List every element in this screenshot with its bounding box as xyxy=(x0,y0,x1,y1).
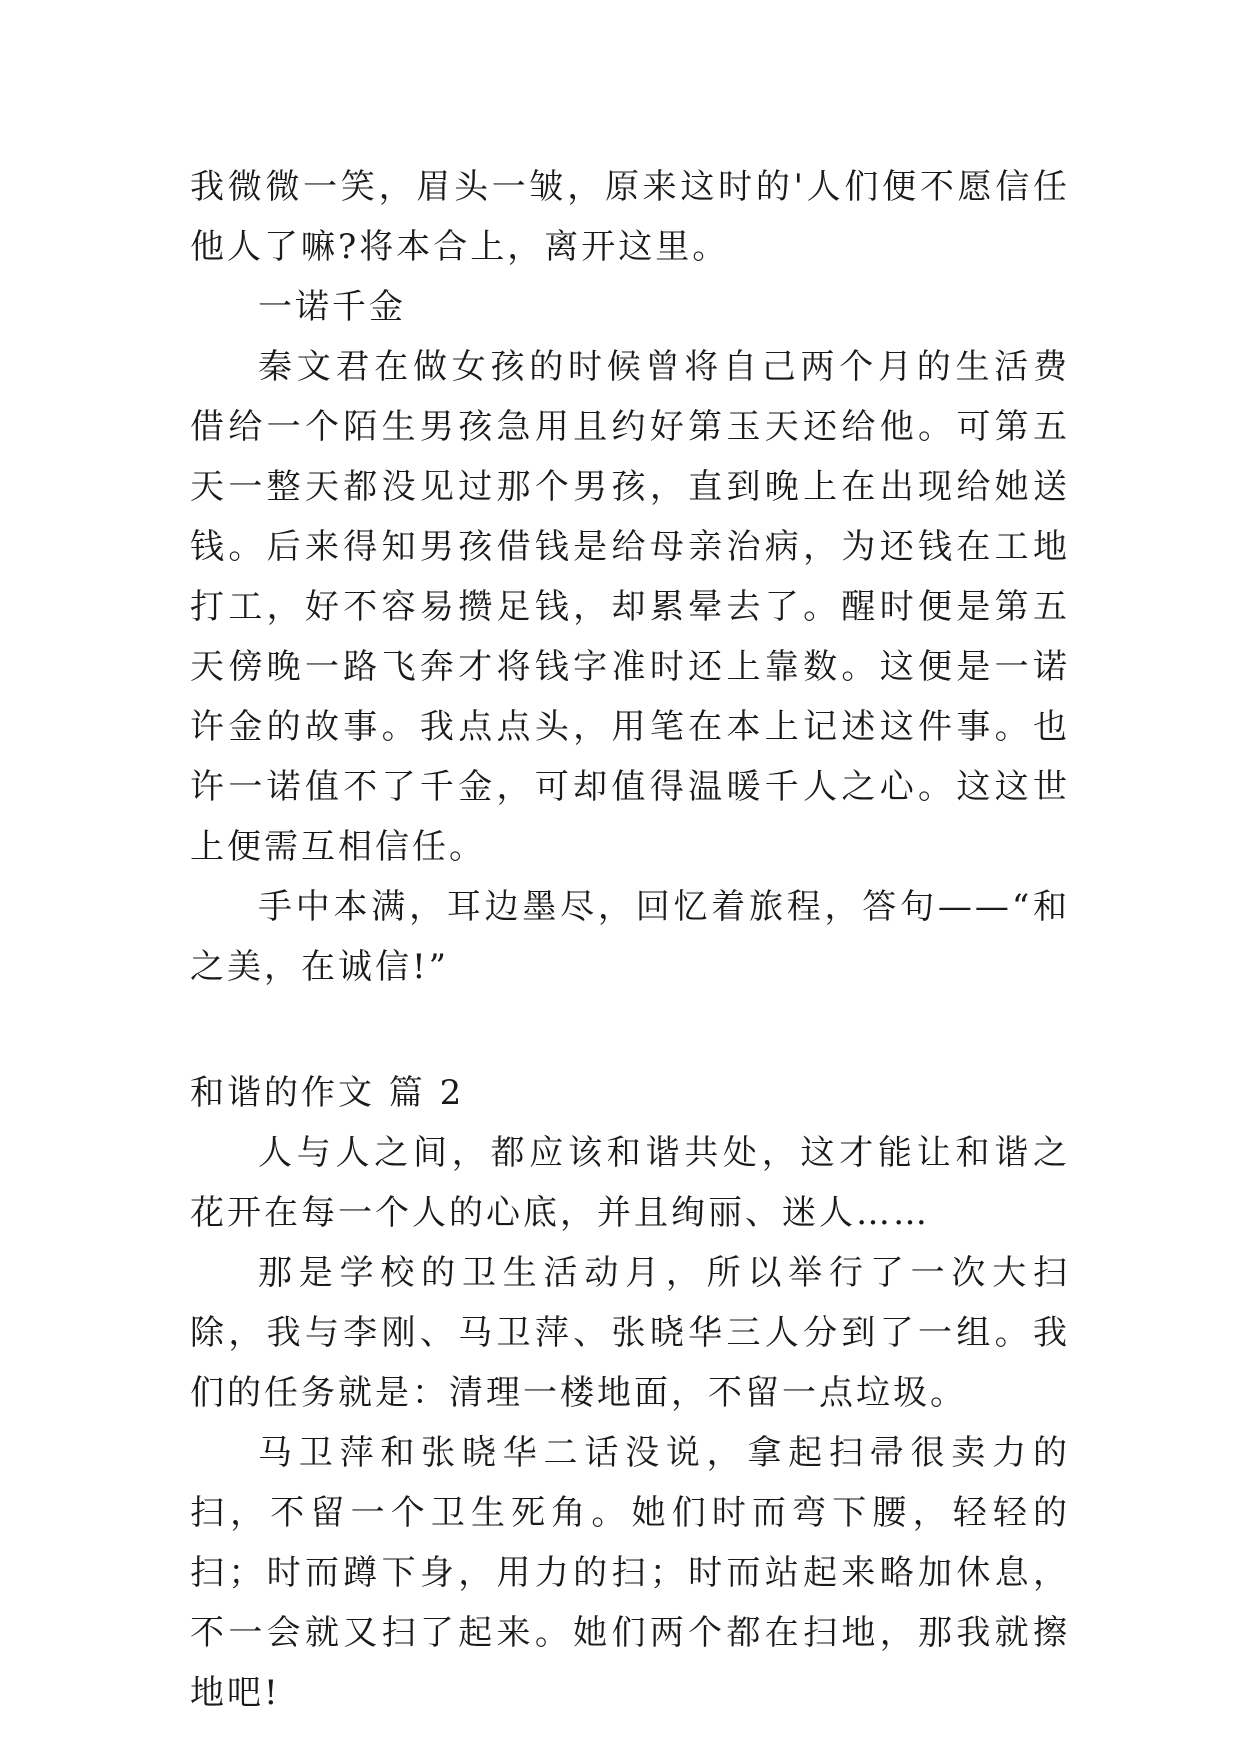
document-body xyxy=(190,157,1070,1723)
paragraph: 手中本满，耳边墨尽，回忆着旅程，答句——“和之美，在诚信!” xyxy=(190,887,1070,987)
section-title: 和谐的作文 篇 2 xyxy=(190,1073,465,1113)
paragraph: 那是学校的卫生活动月，所以举行了一次大扫除，我与李刚、马卫萍、张晓华三人分到了一组。我们的任务就是：清理一楼地面，不留一点垃圾。 xyxy=(190,1253,1070,1413)
paragraph: 我微微一笑，眉头一皱，原来这时的'人们便不愿信任他人了嘛?将本合上，离开这里。 xyxy=(190,167,1070,267)
paragraph: 人与人之间，都应该和谐共处，这才能让和谐之花开在每一个人的心底，并且绚丽、迷人…… xyxy=(190,1133,1070,1233)
subheading: 一诺千金 xyxy=(258,287,406,327)
paragraph: 秦文君在做女孩的时候曾将自己两个月的生活费借给一个陌生男孩急用且约好第玉天还给他。可第五天一整天都没见过那个男孩，直到晚上在出现给她送钱。后来得知男孩借钱是给母亲治病，为还钱在工地打工，好不容易攒足钱，却累晕去了。醒时便是第五天傍晚一路飞奔才将钱字准时还上靠数。这便是一诺许金的故事。我点点头，用笔在本上记述这件事。也许一诺值不了千金，可却值得温暖千人之心。这这世上便需互相信任。 xyxy=(190,347,1070,867)
paragraph: 马卫萍和张晓华二话没说，拿起扫帚很卖力的扫，不留一个卫生死角。她们时而弯下腰，轻轻的扫；时而蹲下身，用力的扫；时而站起来略加休息，不一会就又扫了起来。她们两个都在扫地，那我就擦地吧! xyxy=(190,1433,1070,1713)
section-spacer xyxy=(190,997,1070,1063)
